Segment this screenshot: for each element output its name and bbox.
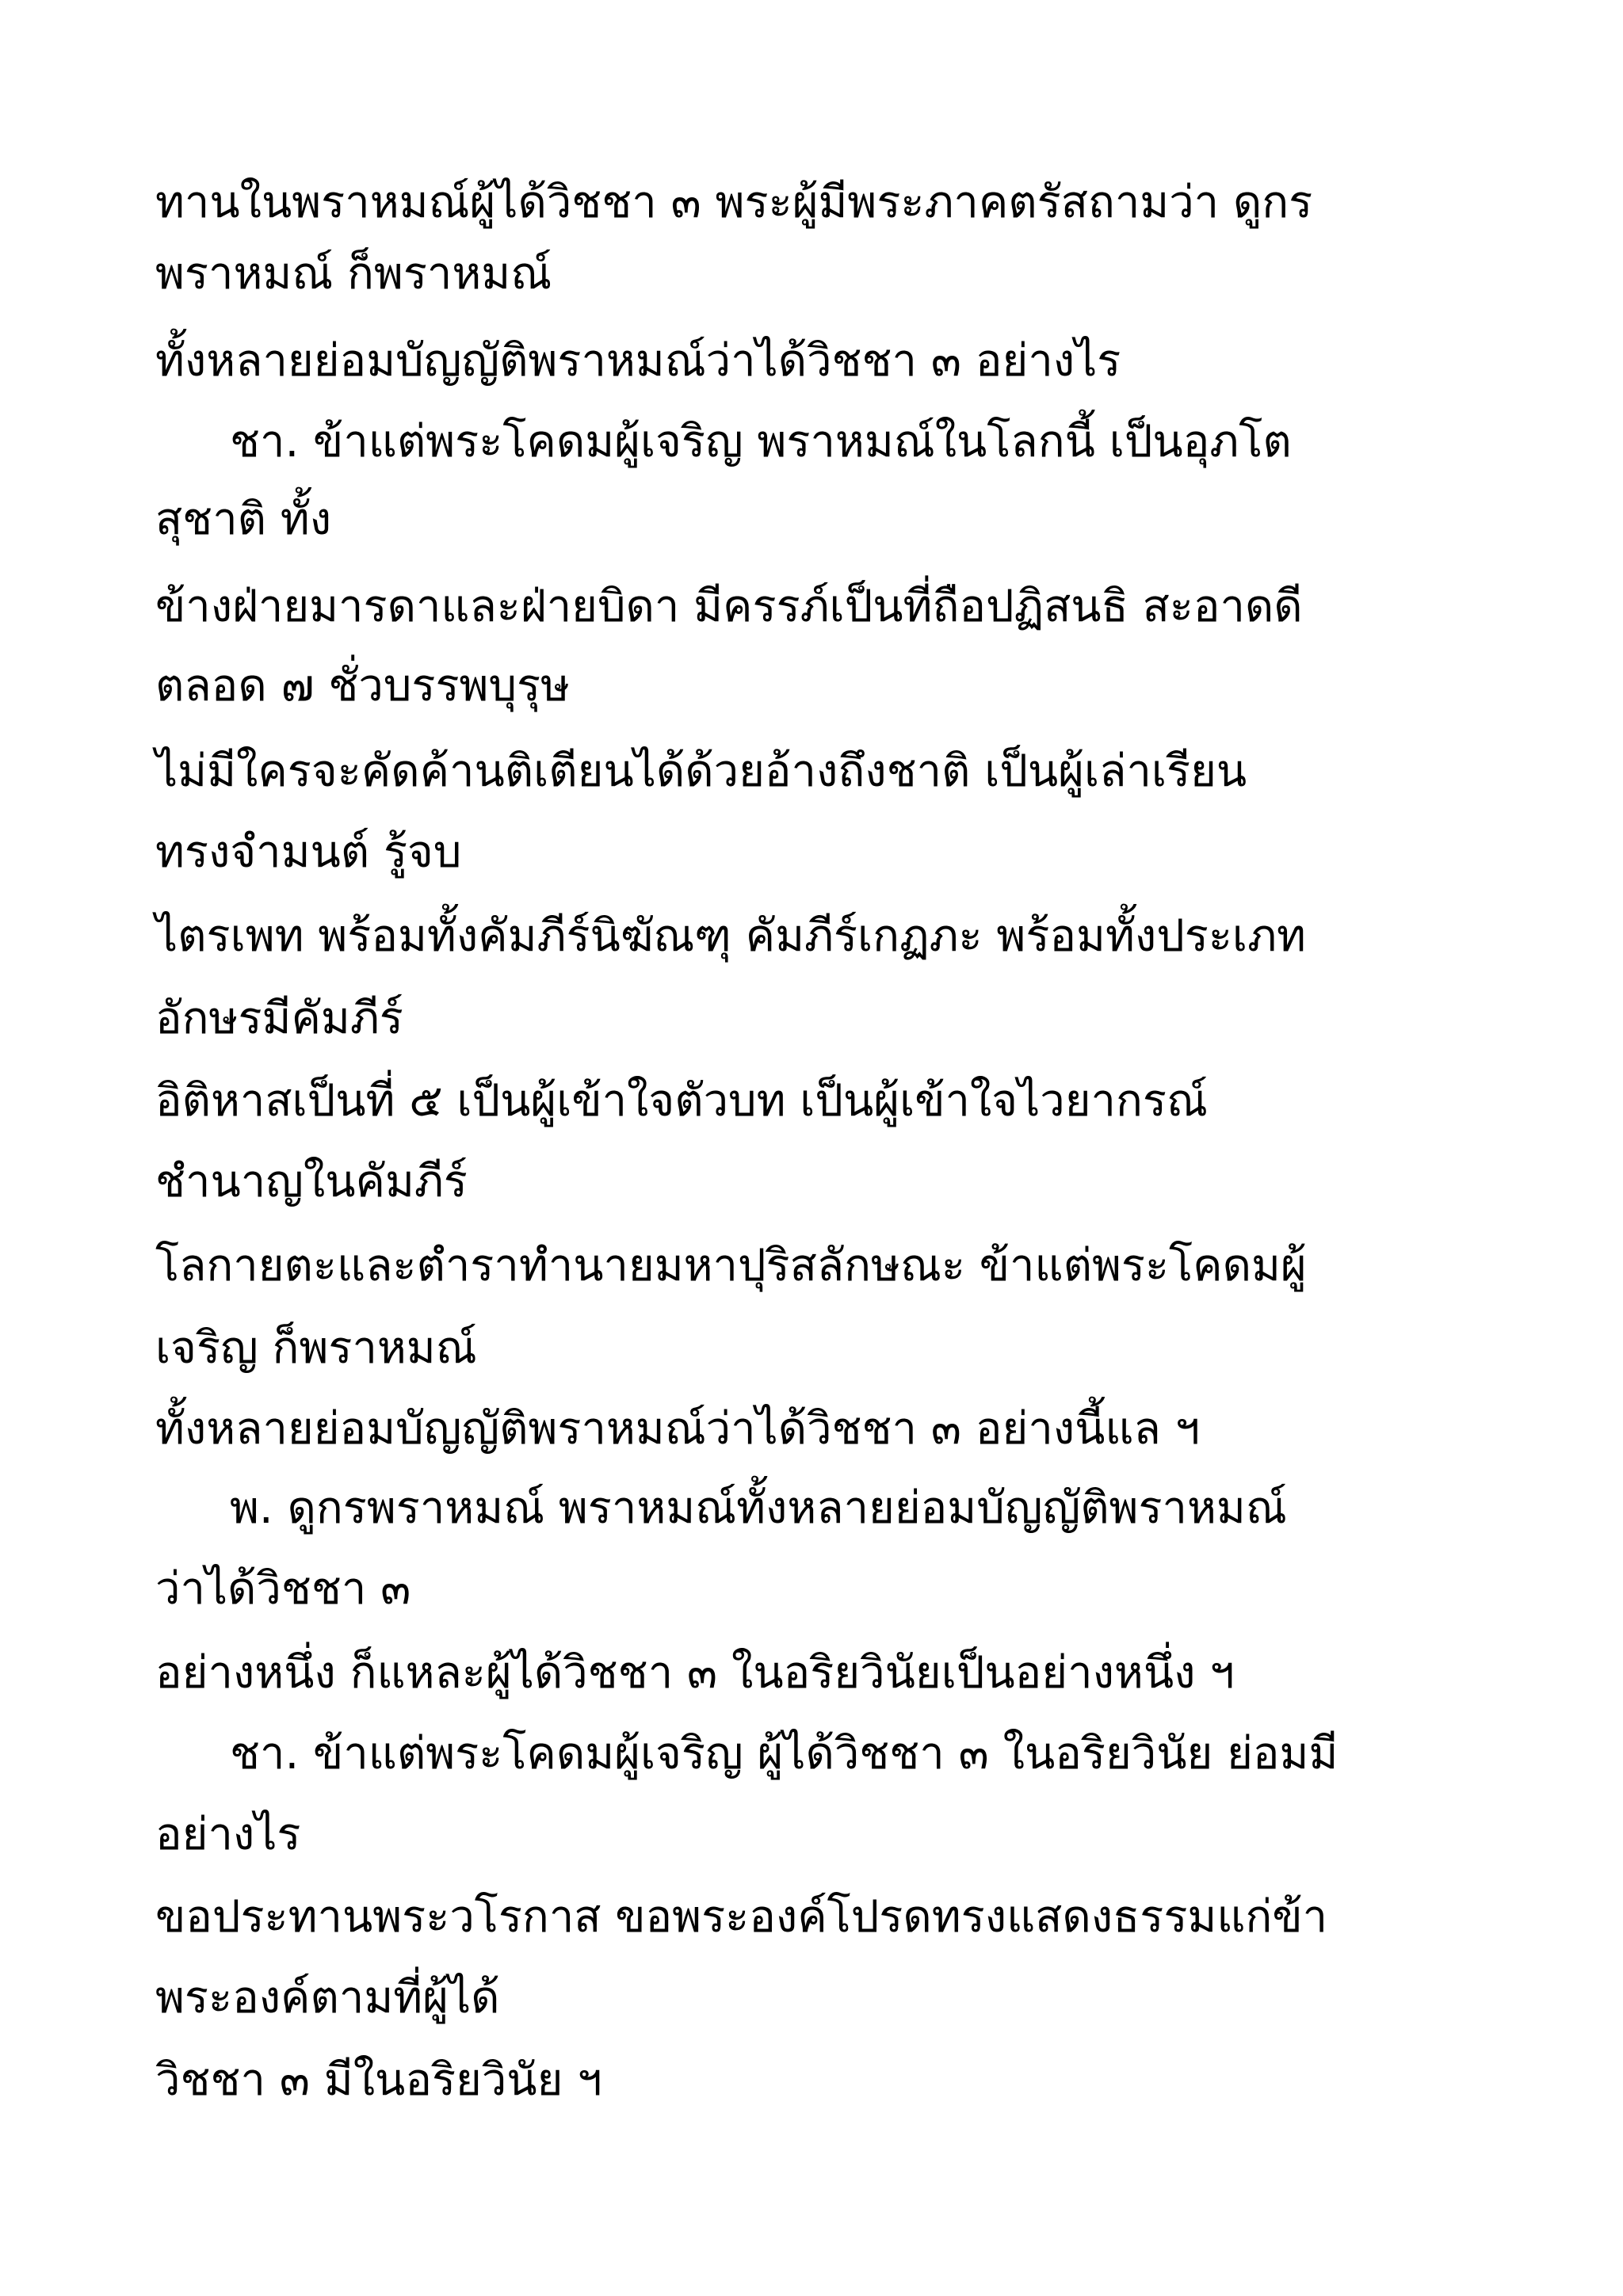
- text-line: ข้างฝ่ายมารดาและฝ่ายบิดา มีครรภ์เป็นที่ถือปฏิสนธิ สะอาดดี: [155, 581, 1303, 632]
- text-line: เจริญ ก็พราหมณ์: [155, 1322, 477, 1374]
- text-line: ไม่มีใครจะคัดค้านติเตียนได้ด้วยอ้างถึงชาติ เป็นผู้เล่าเรียน: [155, 746, 1247, 797]
- text-line: อย่างไร: [155, 1809, 301, 1860]
- text-line: พราหมณ์ ก็พราหมณ์: [155, 248, 552, 299]
- text-line: โลกายตะและตำราทำนายมหาปุริสลักษณะ ข้าแต่พระโคดมผู้: [155, 1240, 1307, 1291]
- text-line: อย่างหนึ่ง ก็แหละผู้ได้วิชชา ๓ ในอริยวินัยเป็นอย่างหนึ่ง ฯ: [155, 1647, 1235, 1699]
- text-line: ทรงจำมนต์ รู้จบ: [155, 826, 462, 878]
- text-line: พระองค์ตามที่ผู้ได้: [155, 1972, 500, 2023]
- text-line: ว่าได้วิชชา ๓: [155, 1563, 411, 1615]
- text-line: พ. ดูกรพราหมณ์ พราหมณ์ทั้งหลายย่อมบัญญัติพราหมณ์: [230, 1482, 1287, 1534]
- text-line: ทานในพราหมณ์ผู้ได้วิชชา ๓ พระผู้มีพระภาคตรัสถามว่า ดูกร: [155, 177, 1313, 228]
- text-line: ทั้งหลายย่อมบัญญัติพราหมณ์ว่าได้วิชชา ๓ อย่างนี้แล ฯ: [155, 1403, 1201, 1455]
- text-line: ไตรเพท พร้อมทั้งคัมภีร์นิฆัณฑุ คัมภีร์เกฏภะ พร้อมทั้งประเภท: [155, 910, 1306, 962]
- text-line: วิชชา ๓ มีในอริยวินัย ฯ: [155, 2054, 602, 2106]
- text-line: สุชาติ ทั้ง: [155, 494, 332, 545]
- text-line: ชา. ข้าแต่พระโคดมผู้เจริญ ผู้ได้วิชชา ๓ ในอริยวินัย ย่อมมี: [230, 1728, 1338, 1779]
- text-line: ชำนาญในคัมภีร์: [155, 1156, 468, 1207]
- text-line: อิติหาสเป็นที่ ๕ เป็นผู้เข้าใจตัวบท เป็นผู้เข้าใจไวยากรณ์: [155, 1075, 1208, 1127]
- text-line: ขอประทานพระวโรกาส ขอพระองค์โปรดทรงแสดงธรรมแก่ข้า: [155, 1891, 1328, 1943]
- text-line: ตลอด ๗ ชั่วบรรพบุรุษ: [155, 660, 571, 711]
- text-line: อักษรมีคัมภีร์: [155, 993, 403, 1044]
- text-line: ชา. ข้าแต่พระโคดมผู้เจริญ พราหมณ์ในโลกนี้ เป็นอุภโต: [230, 416, 1292, 467]
- text-line: ทั้งหลายย่อมบัญญัติพราหมณ์ว่าได้วิชชา ๓ อย่างไร: [155, 335, 1121, 387]
